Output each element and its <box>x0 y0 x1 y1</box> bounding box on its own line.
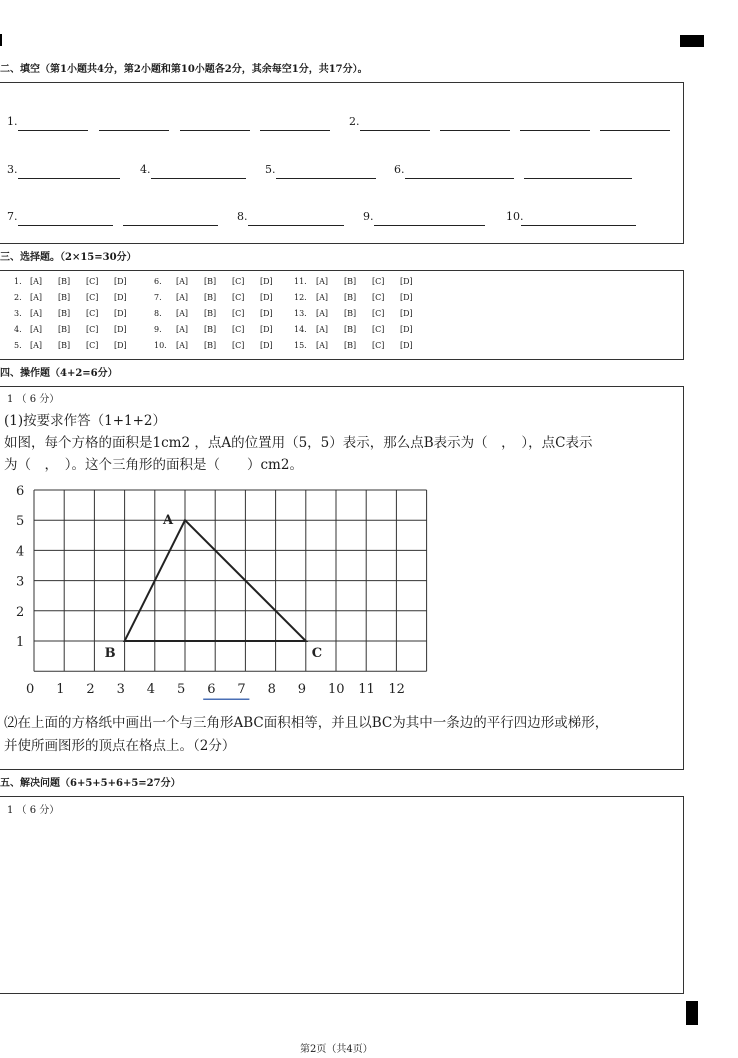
choice-option[interactable]: [A] <box>316 277 329 286</box>
choice-option[interactable]: [B] <box>344 341 357 350</box>
answer-blank[interactable] <box>248 225 344 226</box>
answer-blank[interactable] <box>600 130 670 131</box>
choice-option[interactable]: [C] <box>232 277 245 286</box>
choice-option[interactable]: [B] <box>204 277 217 286</box>
choice-row <box>294 325 428 334</box>
part1-title: (1)按要求作答（1+1+2） <box>4 413 167 429</box>
blank-label-6: 6. <box>394 163 405 176</box>
fill-blank-box <box>0 82 684 244</box>
answer-blank[interactable] <box>180 130 250 131</box>
choice-option[interactable]: [A] <box>316 341 329 350</box>
choice-option[interactable]: [D] <box>400 277 413 286</box>
x-tick-label: 2 <box>86 682 95 698</box>
choice-option[interactable]: [C] <box>232 325 245 334</box>
choice-row <box>294 293 428 302</box>
point-label-a: A <box>163 513 174 529</box>
choice-option[interactable]: [D] <box>260 293 273 302</box>
choice-row <box>294 277 428 286</box>
question-header: 1 （ 6 分） <box>7 394 60 405</box>
choice-option[interactable]: [A] <box>176 293 189 302</box>
answer-blank[interactable] <box>524 178 632 179</box>
choice-option[interactable]: [D] <box>114 325 127 334</box>
question-number: 10. <box>154 341 167 350</box>
choice-option[interactable]: [C] <box>372 277 385 286</box>
y-tick-label: 2 <box>16 604 25 620</box>
choice-option[interactable]: [A] <box>316 293 329 302</box>
choice-row <box>294 309 428 318</box>
choice-option[interactable]: [C] <box>86 309 99 318</box>
question-header: 1 （ 6 分） <box>7 805 60 816</box>
choice-option[interactable]: [A] <box>30 277 43 286</box>
blank-label-3: 3. <box>7 163 18 176</box>
choice-option[interactable]: [D] <box>114 341 127 350</box>
blank-label-7: 7. <box>7 210 18 223</box>
blank-label-5: 5. <box>265 163 276 176</box>
answer-blank[interactable] <box>123 225 218 226</box>
choice-option[interactable]: [B] <box>204 325 217 334</box>
choice-option[interactable]: [B] <box>58 309 71 318</box>
answer-blank[interactable] <box>405 178 514 179</box>
choice-option[interactable]: [B] <box>344 277 357 286</box>
choice-option[interactable]: [B] <box>344 293 357 302</box>
choice-option[interactable]: [C] <box>372 325 385 334</box>
x-tick-label: 12 <box>388 682 405 698</box>
corner-marker-bottom-right <box>686 1001 698 1025</box>
blank-label-4: 4. <box>140 163 151 176</box>
question-number: 15. <box>294 341 307 350</box>
x-tick-label: 8 <box>267 682 276 698</box>
part1-line1: 如图，每个方格的面积是1cm2 ，点A的位置用（5，5）表示，那么点B表示为（ ， ），点C表示 <box>4 435 593 451</box>
choice-option[interactable]: [B] <box>58 293 71 302</box>
choice-option[interactable]: [D] <box>114 277 127 286</box>
answer-blank[interactable] <box>260 130 330 131</box>
choice-option[interactable]: [C] <box>86 341 99 350</box>
choice-option[interactable]: [C] <box>372 341 385 350</box>
blank-label-8: 8. <box>237 210 248 223</box>
y-tick-label: 3 <box>16 574 25 590</box>
answer-blank[interactable] <box>151 178 246 179</box>
choice-row <box>14 309 142 318</box>
question-number: 9. <box>154 325 162 334</box>
section2-title: 二、填空（第1小题共4分，第2小题和第10小题各2分，其余每空1分，共17分）。 <box>0 64 368 75</box>
choice-row <box>154 325 288 334</box>
choice-option[interactable]: [A] <box>30 309 43 318</box>
multiple-choice-box <box>0 270 684 360</box>
x-tick-label: 4 <box>146 682 156 698</box>
question-number: 1. <box>14 277 22 286</box>
choice-option[interactable]: [C] <box>232 309 245 318</box>
choice-option[interactable]: [A] <box>316 309 329 318</box>
question-number: 11. <box>294 277 307 286</box>
choice-row <box>14 325 142 334</box>
part1-line2: 为（ ， ）。这个三角形的面积是（ ）cm2。 <box>4 457 303 473</box>
choice-option[interactable]: [A] <box>30 325 43 334</box>
choice-row <box>154 341 288 350</box>
choice-option[interactable]: [D] <box>114 293 127 302</box>
part2-line2: 并使所画图形的顶点在格点上。（2分） <box>4 738 236 754</box>
question-number: 13. <box>294 309 307 318</box>
question-number: 8. <box>154 309 162 318</box>
choice-option[interactable]: [B] <box>58 341 71 350</box>
choice-option[interactable]: [D] <box>114 309 127 318</box>
point-label-b: B <box>104 646 116 661</box>
x-tick-label: 10 <box>328 682 345 698</box>
answer-blank[interactable] <box>18 178 120 179</box>
choice-row <box>14 341 142 350</box>
answer-blank[interactable] <box>440 130 510 131</box>
answer-blank[interactable] <box>18 225 113 226</box>
choice-option[interactable]: [C] <box>86 293 99 302</box>
x-tick-label: 9 <box>297 682 307 698</box>
choice-option[interactable]: [A] <box>30 341 43 350</box>
choice-row <box>154 309 288 318</box>
part2-line1: ⑵在上面的方格纸中画出一个与三角形ABC面积相等，并且以BC为其中一条边的平行四边形或梯形， <box>4 715 609 731</box>
x-tick-label: 0 <box>26 682 35 698</box>
question-number: 4. <box>14 325 22 334</box>
x-tick-label: 1 <box>56 682 65 698</box>
point-label-c: C <box>311 646 323 661</box>
choice-option[interactable]: [D] <box>400 341 413 350</box>
choice-row <box>14 293 142 302</box>
section3-title: 三、选择题。（2×15=30分） <box>0 252 137 263</box>
choice-option[interactable]: [A] <box>176 309 189 318</box>
choice-option[interactable]: [A] <box>30 293 43 302</box>
blank-label-10: 10. <box>506 210 524 223</box>
x-tick-label: 6 <box>207 682 216 698</box>
solve-problem-box <box>0 796 684 994</box>
choice-row <box>154 293 288 302</box>
answer-blank[interactable] <box>360 130 430 131</box>
x-tick-label: 7 <box>237 682 246 698</box>
y-tick-label: 6 <box>16 484 25 499</box>
choice-option[interactable]: [C] <box>232 293 245 302</box>
choice-option[interactable]: [A] <box>176 325 189 334</box>
choice-option[interactable]: [C] <box>232 341 245 350</box>
choice-row <box>14 277 142 286</box>
corner-marker-top-left <box>0 34 2 46</box>
choice-option[interactable]: [B] <box>204 293 217 302</box>
x-tick-label: 11 <box>358 682 375 698</box>
section5-title: 五、解决问题（6+5+5+6+5=27分） <box>0 778 181 789</box>
choice-option[interactable]: [A] <box>176 277 189 286</box>
x-tick-label: 3 <box>116 682 125 698</box>
grid-figure <box>0 470 440 700</box>
choice-option[interactable]: [A] <box>316 325 329 334</box>
question-number: 5. <box>14 341 22 350</box>
choice-option[interactable]: [B] <box>204 341 217 350</box>
question-number: 7. <box>154 293 162 302</box>
choice-option[interactable]: [B] <box>204 309 217 318</box>
choice-option[interactable]: [D] <box>260 309 273 318</box>
question-number: 12. <box>294 293 307 302</box>
x-tick-label: 5 <box>177 682 186 698</box>
blank-label-1: 1. <box>7 115 18 128</box>
choice-option[interactable]: [D] <box>260 325 273 334</box>
choice-row <box>294 341 428 350</box>
question-number: 6. <box>154 277 162 286</box>
choice-option[interactable]: [D] <box>260 277 273 286</box>
answer-blank[interactable] <box>521 225 636 226</box>
answer-blank[interactable] <box>276 178 376 179</box>
choice-option[interactable]: [D] <box>400 309 413 318</box>
answer-blank[interactable] <box>99 130 169 131</box>
choice-option[interactable]: [A] <box>176 341 189 350</box>
question-number: 3. <box>14 309 22 318</box>
choice-option[interactable]: [B] <box>344 309 357 318</box>
blank-label-9: 9. <box>363 210 374 223</box>
blank-label-2: 2. <box>349 115 360 128</box>
choice-option[interactable]: [D] <box>400 293 413 302</box>
choice-option[interactable]: [C] <box>372 309 385 318</box>
answer-blank[interactable] <box>18 130 88 131</box>
choice-option[interactable]: [C] <box>372 293 385 302</box>
section4-title: 四、操作题（4+2=6分） <box>0 368 118 379</box>
choice-option[interactable]: [B] <box>344 325 357 334</box>
choice-option[interactable]: [B] <box>58 277 71 286</box>
y-tick-label: 1 <box>16 635 25 650</box>
choice-option[interactable]: [D] <box>400 325 413 334</box>
answer-blank[interactable] <box>374 225 485 226</box>
y-tick-label: 4 <box>16 544 25 560</box>
choice-option[interactable]: [D] <box>260 341 273 350</box>
answer-blank[interactable] <box>520 130 590 131</box>
page-number: 第2页（共4页） <box>300 1044 373 1055</box>
question-number: 2. <box>14 293 22 302</box>
y-tick-label: 5 <box>16 514 25 530</box>
corner-marker-top-right <box>680 35 704 47</box>
question-number: 14. <box>294 325 307 334</box>
choice-option[interactable]: [C] <box>86 277 99 286</box>
choice-option[interactable]: [C] <box>86 325 99 334</box>
choice-row <box>154 277 288 286</box>
choice-option[interactable]: [B] <box>58 325 71 334</box>
